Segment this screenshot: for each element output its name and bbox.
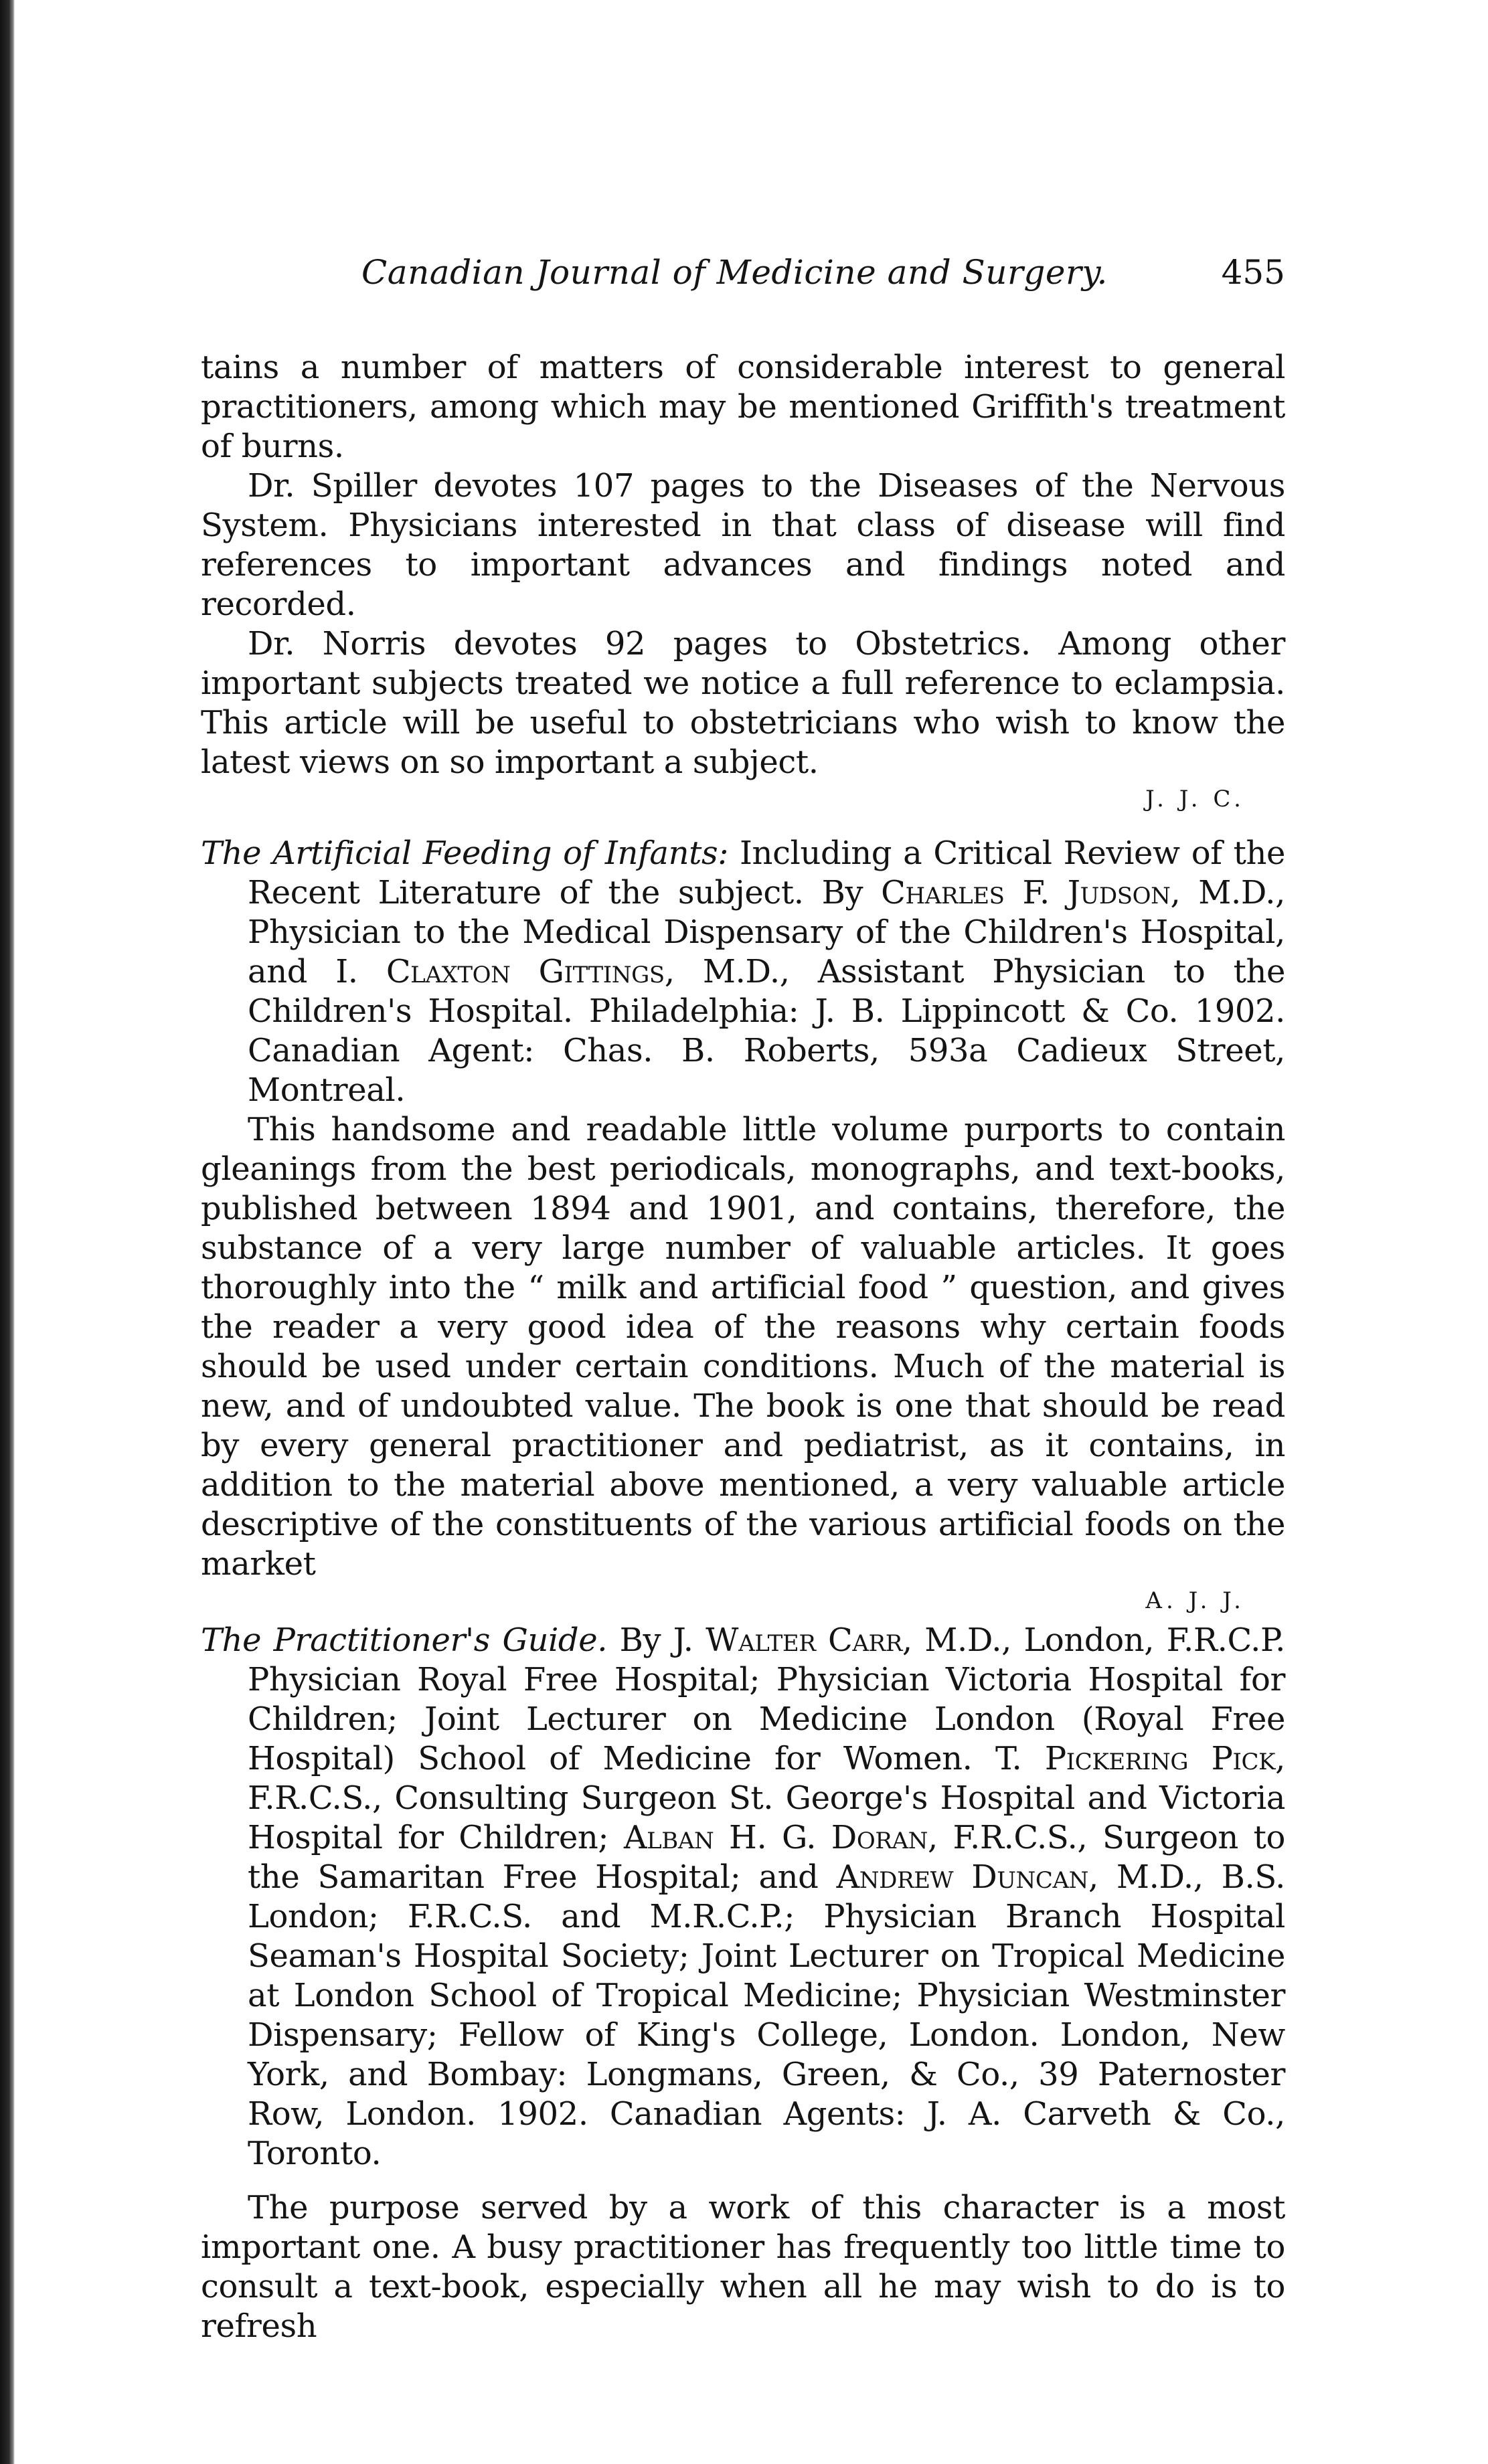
review-1-author-2: Claxton Gittings [386,953,665,990]
review-2-author-3: Alban H. G. Doran [623,1819,928,1856]
review-2-author-1: Walter Carr [706,1621,902,1659]
journal-title: Canadian Journal of Medicine and Surgery. [361,253,1108,292]
intro-paragraph-2: Dr. Spiller devotes 107 pages to the Diseases of the Nervous System. Physicians interested in that class of disease will find references to important advances and findings noted and recorded. [201,467,1285,623]
review-signature-jjc: J. J. C. [1145,786,1245,812]
intro-paragraph-3: Dr. Norris devotes 92 pages to Obstetrics. Among other important subjects treated we notice a full reference to eclampsia. This article will be useful to obstetricians who wish to know the latest views on so important a subject. [201,625,1285,781]
page-number: 455 [1221,253,1285,292]
review-1-body: This handsome and readable little volume purports to contain gleanings from the best periodicals, monographs, and text-books, published between 1894 and 1901, and contains, therefore, the substance of a very large number of valuable articles. It goes thoroughly into the “ milk and artificial food ” question, and gives the reader a very good idea of the reasons why certain foods should be used under certain conditions. Much of the material is new, and of undoubted value. The book is one that should be read by every general practitioner and pediatrist, as it contains, in addition to the material above mentioned, a very valuable article descriptive of the constituents of the various artificial foods on the market [201,1111,1285,1583]
page-body [201,348,1285,2346]
review-1-citation: The Artificial Feeding of Infants: Including a Critical Review of the Recent Literature of the subject. By Charles F. Judson, M.D., Physician to the Medical Dispensary of the Children's Hospital, and I. Claxton Gittings, M.D., Assistant Physician to the Children's Hospital. Philadelphia: J. B. Lippincott & Co. 1902. Canadian Agent: Chas. B. Roberts, 593a Cadieux Street, Montreal. [201,834,1286,1109]
review-1-author-1: Charles F. Judson [881,874,1171,911]
review-signature-ajj: A. J. J. [1145,1587,1245,1614]
review-2-body: The purpose served by a work of this character is a most important one. A busy practitioner has frequently too little time to consult a text-book, especially when all he may wish to do is to refresh [201,2189,1285,2345]
review-2-title: The Practitioner's Guide. [201,1621,608,1659]
review-2-author-4: Andrew Duncan [836,1858,1089,1896]
book-spine-edge [0,0,15,2464]
review-1-title: The Artificial Feeding of Infants: [201,834,728,872]
review-2-citation: The Practitioner's Guide. By J. Walter Carr, M.D., London, F.R.C.P. Physician Royal Free Hospital; Physician Victoria Hospital for Children; Joint Lecturer on Medicine London (Royal Free Hospital) School of Medicine for Women. T. Pickering Pick, F.R.C.S., Consulting Surgeon St. George's Hospital and Victoria Hospital for Children; Alban H. G. Doran, F.R.C.S., Surgeon to the Samaritan Free Hospital; and Andrew Duncan, M.D., B.S. London; F.R.C.S. and M.R.C.P.; Physician Branch Hospital Seaman's Hospital Society; Joint Lecturer on Tropical Medicine at London School of Tropical Medicine; Physician Westminster Dispensary; Fellow of King's College, London. London, New York, and Bombay: Longmans, Green, & Co., 39 Paternoster Row, London. 1902. Canadian Agents: J. A. Carveth & Co., Toronto. [201,1621,1286,2172]
intro-paragraph-1: tains a number of matters of considerable interest to general practitioners, among which may be mentioned Griffith's treatment of burns. [201,349,1285,465]
review-2-author-2: Pickering Pick [1044,1740,1276,1777]
running-header [201,253,1285,306]
